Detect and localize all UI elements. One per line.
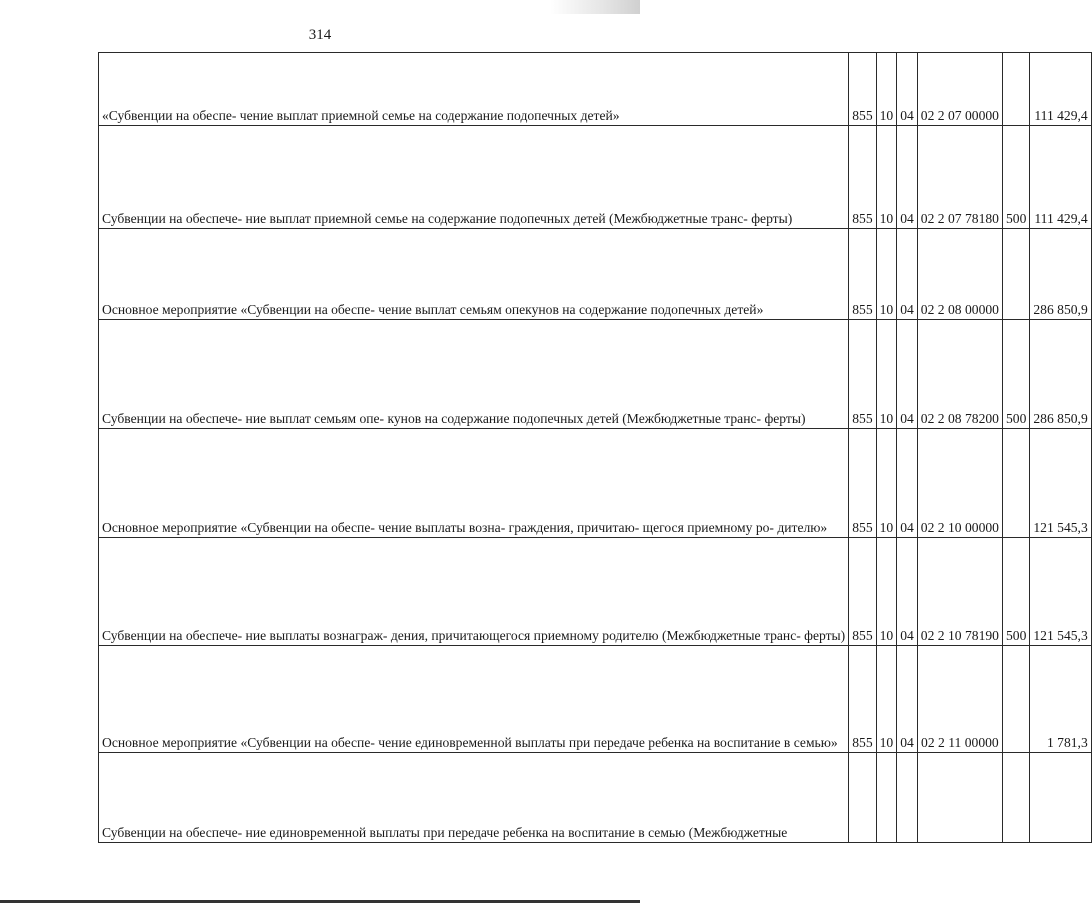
row-name: Основное мероприятие «Субвенции на обеспе- чение выплат семьям опекунов на содержание подопечных детей» xyxy=(99,229,849,320)
row-name: Субвенции на обеспече- ние выплат приемной семье на содержание подопечных детей (Межбюджетные транс- ферты) xyxy=(99,126,849,229)
subsection-code: 04 xyxy=(897,646,918,753)
amount: 121 545,3 xyxy=(1030,538,1091,646)
subsection-code: 04 xyxy=(897,538,918,646)
ministry-code xyxy=(849,753,876,843)
amount: 1 781,3 xyxy=(1030,646,1091,753)
target-article: 02 2 10 00000 xyxy=(917,429,1002,538)
section-code: 10 xyxy=(876,320,897,429)
section-code xyxy=(876,753,897,843)
row-name: «Субвенции на обеспе- чение выплат приемной семье на содержание подопечных детей» xyxy=(99,53,849,126)
expense-type: 500 xyxy=(1002,320,1029,429)
target-article: 02 2 10 78190 xyxy=(917,538,1002,646)
subsection-code xyxy=(897,753,918,843)
subsection-code: 04 xyxy=(897,229,918,320)
expense-type: 500 xyxy=(1002,538,1029,646)
section-code: 10 xyxy=(876,229,897,320)
subsection-code: 04 xyxy=(897,126,918,229)
expense-type xyxy=(1002,229,1029,320)
budget-table xyxy=(98,52,1092,843)
row-name: Субвенции на обеспече- ние выплат семьям опе- кунов на содержание подопечных детей (Межбюджетные транс- ферты) xyxy=(99,320,849,429)
section-code: 10 xyxy=(876,429,897,538)
expense-type xyxy=(1002,429,1029,538)
table-row xyxy=(99,53,1092,126)
section-code: 10 xyxy=(876,53,897,126)
subsection-code: 04 xyxy=(897,53,918,126)
amount: 286 850,9 xyxy=(1030,229,1091,320)
expense-type xyxy=(1002,53,1029,126)
amount xyxy=(1030,753,1091,843)
page-number: 314 xyxy=(308,27,332,43)
row-name: Субвенции на обеспече- ние единовременной выплаты при передаче ребенка на воспитание в семью (Межбюджетные xyxy=(99,753,849,843)
table-row xyxy=(99,753,1092,843)
ministry-code: 855 xyxy=(849,646,876,753)
target-article: 02 2 08 78200 xyxy=(917,320,1002,429)
ministry-code: 855 xyxy=(849,53,876,126)
section-code: 10 xyxy=(876,646,897,753)
row-name: Основное мероприятие «Субвенции на обеспе- чение выплаты возна- граждения, причитаю- щегося приемному ро- дителю» xyxy=(99,429,849,538)
expense-type xyxy=(1002,753,1029,843)
expense-type: 500 xyxy=(1002,126,1029,229)
target-article: 02 2 07 78180 xyxy=(917,126,1002,229)
amount: 286 850,9 xyxy=(1030,320,1091,429)
expense-type xyxy=(1002,646,1029,753)
table-row xyxy=(99,429,1092,538)
target-article: 02 2 07 00000 xyxy=(917,53,1002,126)
section-code: 10 xyxy=(876,538,897,646)
table-row xyxy=(99,126,1092,229)
amount: 111 429,4 xyxy=(1030,53,1091,126)
section-code: 10 xyxy=(876,126,897,229)
ministry-code: 855 xyxy=(849,320,876,429)
ministry-code: 855 xyxy=(849,538,876,646)
ministry-code: 855 xyxy=(849,126,876,229)
row-name: Субвенции на обеспече- ние выплаты вознаграж- дения, причитающегося приемному родителю (Межбюджетные транс- ферты) xyxy=(99,538,849,646)
target-article: 02 2 08 00000 xyxy=(917,229,1002,320)
ministry-code: 855 xyxy=(849,429,876,538)
target-article: 02 2 11 00000 xyxy=(917,646,1002,753)
target-article xyxy=(917,753,1002,843)
amount: 111 429,4 xyxy=(1030,126,1091,229)
table-row xyxy=(99,646,1092,753)
amount: 121 545,3 xyxy=(1030,429,1091,538)
scan-artifact xyxy=(550,0,640,14)
table-row xyxy=(99,229,1092,320)
table-row xyxy=(99,320,1092,429)
subsection-code: 04 xyxy=(897,429,918,538)
row-name: Основное мероприятие «Субвенции на обеспе- чение единовременной выплаты при передаче ребенка на воспитание в семью» xyxy=(99,646,849,753)
table-row xyxy=(99,538,1092,646)
subsection-code: 04 xyxy=(897,320,918,429)
ministry-code: 855 xyxy=(849,229,876,320)
